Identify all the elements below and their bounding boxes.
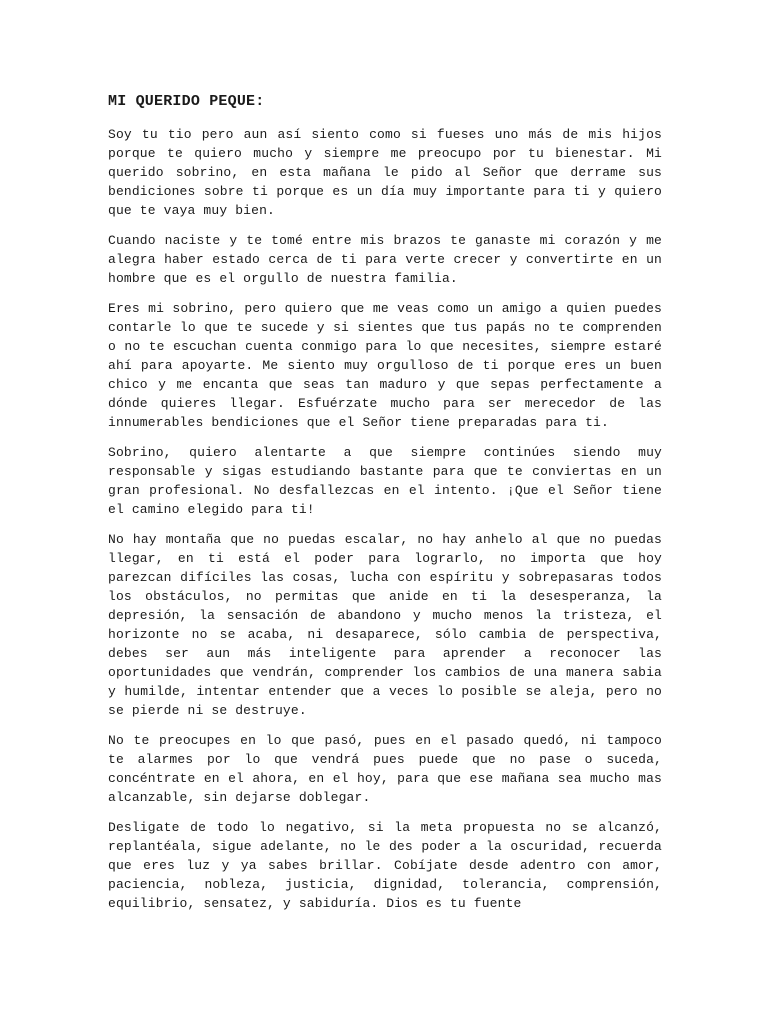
paragraph-2: Cuando naciste y te tomé entre mis brazos te ganaste mi corazón y me alegra haber estado cerca de ti para verte crecer y convertirte en un hombre que es el orgullo de nuestra familia.: [108, 233, 662, 286]
paragraph-1: Soy tu tio pero aun así siento como si fueses uno más de mis hijos porque te quiero mucho y siempre me preocupo por tu bienestar. Mi querido sobrino, en esta mañana le pido al Señor que derrame sus bendiciones sobre ti porque es un día muy importante para ti y quiero que te vaya muy bien.: [108, 127, 662, 218]
document-title: MI QUERIDO PEQUE:: [108, 93, 265, 110]
paragraph-7: Desligate de todo lo negativo, si la meta propuesta no se alcanzó, replantéala, sigue adelante, no le des poder a la oscuridad, recuerda que eres luz y ya sabes brillar. Cobíjate desde adentro con amor, paciencia, nobleza, justicia, dignidad, tolerancia, comprensión, equilibrio, sensatez, y sabiduría. Dios es tu fuente: [108, 820, 662, 911]
paragraph-3: Eres mi sobrino, pero quiero que me veas como un amigo a quien puedes contarle lo que te sucede y si sientes que tus papás no te comprenden o no te escuchan cuenta conmigo para lo que necesites, siempre estaré ahí para apoyarte. Me siento muy orgulloso de ti porque eres un buen chico y me encanta que seas tan maduro y que sepas perfectamente a dónde quieres llegar. Esfuérzate mucho para ser merecedor de las innumerables bendiciones que el Señor tiene preparadas para ti.: [108, 301, 662, 430]
paragraph-4: Sobrino, quiero alentarte a que siempre continúes siendo muy responsable y sigas estudiando bastante para que te conviertas en un gran profesional. No desfallezcas en el intento. ¡Que el Señor tiene el camino elegido para ti!: [108, 445, 662, 517]
paragraph-5: No hay montaña que no puedas escalar, no hay anhelo al que no puedas llegar, en ti está el poder para lograrlo, no importa que hoy parezcan difíciles las cosas, lucha con espíritu y sobrepasaras todos los obstáculos, no permitas que anide en ti la desesperanza, la depresión, la sensación de abandono y mucho menos la tristeza, el horizonte no se acaba, ni desaparece, sólo cambia de perspectiva, debes ser aun más inteligente para aprender a reconocer las oportunidades que vendrán, comprender los cambios de una manera sabia y humilde, intentar entender que a veces lo posible se aleja, pero no se pierde ni se destruye.: [108, 532, 662, 718]
paragraph-6: No te preocupes en lo que pasó, pues en el pasado quedó, ni tampoco te alarmes por lo que vendrá pues puede que no pase o suceda, concéntrate en el ahora, en el hoy, para que ese mañana sea mucho mas alcanzable, sin dejarse doblegar.: [108, 733, 662, 805]
